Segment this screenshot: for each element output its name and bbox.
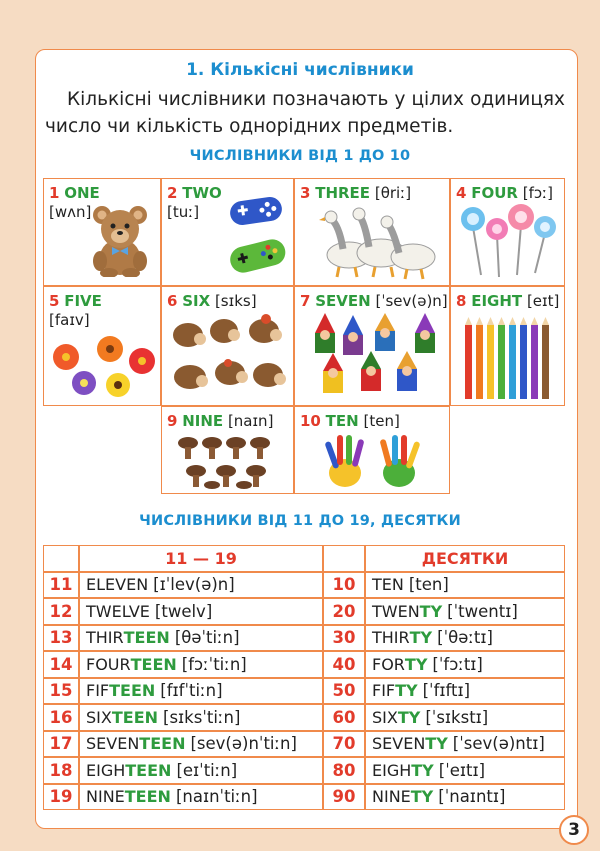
card-num: 5: [49, 292, 60, 310]
table-row: [43, 757, 565, 784]
table-row: [43, 625, 565, 652]
word-suffix: TY: [411, 760, 434, 780]
row-word-left: [79, 784, 323, 811]
number-card-4: [450, 178, 565, 286]
row-number-right: 30: [323, 625, 365, 652]
card-num: 1: [49, 184, 60, 202]
card-ipa: [wʌn]: [49, 203, 92, 221]
number-card-5: [43, 286, 161, 406]
intro-paragraph: Кількісні числівники позначають у цілих одиницях число чи кількість однорідних предметів.: [45, 89, 565, 137]
word-transcription: [eɪˈtiːn]: [176, 760, 238, 780]
row-number-left: 15: [43, 678, 79, 705]
row-number-left: 13: [43, 625, 79, 652]
flowers-icon: [50, 335, 158, 401]
number-card-3: [294, 178, 450, 286]
card-ipa: [tuː]: [167, 203, 200, 221]
word-transcription: [ˈfɔːtɪ]: [432, 654, 483, 674]
word-transcription: [sev(ə)nˈtiːn]: [190, 734, 297, 754]
card-word: ONE: [64, 184, 100, 202]
lollipops-icon: [459, 203, 561, 281]
card-word: EIGHT: [471, 292, 523, 310]
table-row: [43, 704, 565, 731]
card-word: FOUR: [471, 184, 518, 202]
card-word: SIX: [182, 292, 211, 310]
table-row: [43, 678, 565, 705]
word-suffix: TEEN: [130, 654, 177, 674]
number-card-7: [294, 286, 450, 406]
word-suffix: TY: [409, 628, 433, 648]
row-word-right: [365, 598, 565, 625]
row-word-right: [365, 731, 565, 758]
card-word: FIVE: [64, 292, 102, 310]
card-num: 7: [300, 292, 311, 310]
word-base: SEVEN: [86, 734, 140, 754]
card-ipa: [faɪv]: [49, 311, 90, 329]
word-base: FOUR: [86, 654, 131, 674]
row-number-right: 70: [323, 731, 365, 758]
word-transcription: [ˈnaɪntɪ]: [438, 787, 506, 807]
card-ipa: [sɪks]: [214, 292, 257, 310]
row-number-left: 11: [43, 572, 79, 599]
row-word-right: [365, 625, 565, 652]
word-base: TWEN: [372, 601, 420, 621]
number-card-2: [161, 178, 294, 286]
row-number-left: 14: [43, 651, 79, 678]
row-number-right: 10: [323, 572, 365, 599]
row-word-right: [365, 757, 565, 784]
card-ipa: [fɔː]: [522, 184, 554, 202]
row-word-left: [79, 678, 323, 705]
word-suffix: TY: [425, 734, 448, 754]
card-num: 8: [456, 292, 467, 310]
card-num: 9: [167, 412, 178, 430]
card-num: 6: [167, 292, 178, 310]
table-row: [43, 731, 565, 758]
word-transcription: [fɔːˈtiːn]: [181, 654, 247, 674]
word-base: EIGH: [372, 760, 412, 780]
word-base: TEN: [372, 575, 404, 595]
row-word-right: [365, 651, 565, 678]
row-word-left: [79, 598, 323, 625]
word-base: ELEVEN: [86, 575, 149, 595]
word-transcription: [ten]: [408, 575, 449, 595]
table-header-left: 11 — 19: [79, 545, 323, 572]
word-transcription: [ˈeɪtɪ]: [438, 760, 486, 780]
painted-hands-icon: [315, 433, 431, 493]
word-base: FOR: [372, 654, 405, 674]
card-ipa: [naɪn]: [227, 412, 274, 430]
table-header-blank: [323, 545, 365, 572]
subheading-11-19-tens: ЧИСЛІВНИКИ ВІД 11 ДО 19, ДЕСЯТКИ: [139, 513, 461, 529]
section-heading: 1. Кількісні числівники: [186, 60, 414, 80]
table-row: [43, 784, 565, 811]
word-transcription: [fɪfˈtiːn]: [160, 681, 223, 701]
row-number-right: 90: [323, 784, 365, 811]
dwarfs-icon: [305, 313, 445, 403]
word-transcription: [ˈθəːtɪ]: [437, 628, 493, 648]
number-card-10: [294, 406, 450, 494]
numbers-grid: [43, 178, 565, 494]
card-ipa: [ˈsev(ə)n]: [375, 292, 448, 310]
word-suffix: TEEN: [125, 760, 172, 780]
word-base: NINE: [86, 787, 125, 807]
hedgehogs-icon: [168, 313, 290, 401]
word-transcription: [ɪˈlev(ə)n]: [153, 575, 235, 595]
card-word: NINE: [182, 412, 224, 430]
row-number-left: 16: [43, 704, 79, 731]
card-num: 10: [300, 412, 321, 430]
word-base: SEVEN: [372, 734, 426, 754]
word-base: THIR: [372, 628, 410, 648]
pencils-icon: [463, 317, 553, 401]
gamepads-icon: [224, 183, 292, 281]
subheading-1-10: ЧИСЛІВНИКИ ВІД 1 ДО 10: [189, 148, 411, 164]
row-word-right: [365, 572, 565, 599]
page-number: 3: [559, 815, 589, 845]
word-base: SIX: [372, 707, 398, 727]
word-suffix: TEEN: [109, 681, 156, 701]
card-num: 3: [300, 184, 311, 202]
card-word: SEVEN: [315, 292, 371, 310]
geese-icon: [319, 205, 439, 281]
word-base: FIF: [86, 681, 110, 701]
card-num: 2: [167, 184, 178, 202]
word-transcription: [ˈsev(ə)ntɪ]: [452, 734, 545, 754]
row-number-left: 18: [43, 757, 79, 784]
table-header-right: ДЕСЯТКИ: [365, 545, 565, 572]
word-suffix: TEEN: [111, 707, 159, 727]
row-word-left: [79, 651, 323, 678]
row-word-left: [79, 731, 323, 758]
card-num: 4: [456, 184, 467, 202]
word-transcription: [ˈsɪkstɪ]: [425, 707, 489, 727]
word-base: TWELVE: [86, 601, 150, 621]
word-base: SIX: [86, 707, 112, 727]
table-row: [43, 651, 565, 678]
table-row: [43, 572, 565, 599]
card-word: THREE: [315, 184, 371, 202]
row-number-left: 12: [43, 598, 79, 625]
card-ipa: [θriː]: [374, 184, 412, 202]
row-word-left: [79, 757, 323, 784]
word-suffix: TEEN: [123, 628, 170, 648]
word-transcription: [sɪksˈtiːn]: [163, 707, 241, 727]
card-ipa: [ten]: [363, 412, 400, 430]
word-suffix: TEEN: [139, 734, 186, 754]
row-number-right: 40: [323, 651, 365, 678]
row-number-right: 20: [323, 598, 365, 625]
row-number-left: 19: [43, 784, 79, 811]
row-number-left: 17: [43, 731, 79, 758]
row-word-left: [79, 625, 323, 652]
word-base: EIGH: [86, 760, 126, 780]
row-word-right: [365, 784, 565, 811]
row-number-right: 60: [323, 704, 365, 731]
row-word-left: [79, 704, 323, 731]
card-word: TWO: [182, 184, 222, 202]
mushrooms-icon: [176, 435, 280, 491]
row-word-left: [79, 572, 323, 599]
word-suffix: TY: [397, 707, 421, 727]
card-word: TEN: [325, 412, 359, 430]
row-word-right: [365, 704, 565, 731]
row-word-right: [365, 678, 565, 705]
word-transcription: [ˈfɪftɪ]: [422, 681, 471, 701]
row-number-right: 80: [323, 757, 365, 784]
word-suffix: TY: [410, 787, 434, 807]
word-base: FIF: [372, 681, 396, 701]
word-suffix: TY: [404, 654, 428, 674]
table-header-blank: [43, 545, 79, 572]
card-ipa: [eɪt]: [526, 292, 560, 310]
word-transcription: [twelv]: [154, 601, 213, 621]
row-number-right: 50: [323, 678, 365, 705]
table-header-row: [43, 545, 565, 572]
teddy-bear-icon: [82, 201, 158, 277]
number-card-9: [161, 406, 294, 494]
number-card-8: [450, 286, 565, 406]
word-base: THIR: [86, 628, 124, 648]
number-card-1: [43, 178, 161, 286]
table-row: [43, 598, 565, 625]
word-suffix: TY: [419, 601, 443, 621]
word-suffix: TY: [395, 681, 418, 701]
word-base: NINE: [372, 787, 411, 807]
number-card-6: [161, 286, 294, 406]
word-transcription: [naɪnˈtiːn]: [175, 787, 258, 807]
word-transcription: [ˈtwentɪ]: [447, 601, 518, 621]
word-suffix: TEEN: [124, 787, 171, 807]
word-transcription: [θəˈtiːn]: [174, 628, 240, 648]
